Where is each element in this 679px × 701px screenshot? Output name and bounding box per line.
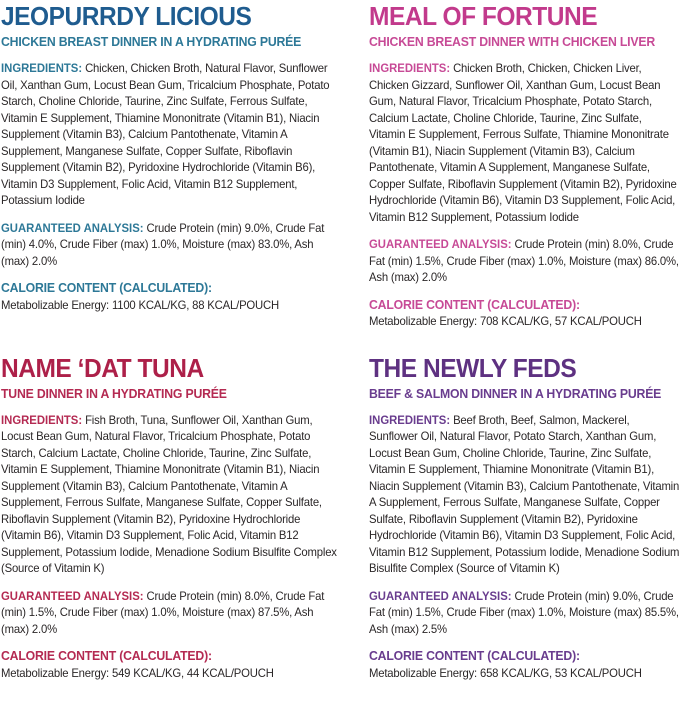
analysis-paragraph <box>1 588 341 638</box>
ingredients-text: Fish Broth, Tuna, Sunflower Oil, Xanthan Gum, Locust Bean Gum, Natural Flavor, Tricalcium Phosphate, Potato Starch, Calcium Lactate, Choline Chloride, Taurine, Zinc Sulfate, Vitamin E Supplement, Thiamine Mononitrate (Vitamin B1), Niacin Supplement (Vitamin B3), Calcium Pantothenate, Vitamin A Supplement, Ferrous Sulfate, Manganese Sulfate, Copper Sulfate, Riboflavin Supplement (Vitamin B2), Pyridoxine Hydrochloride (Vitamin B6), Vitamin D3 Supplement, Folic Acid, Vitamin B12 Supplement, Potassium Iodide, Menadione Sodium Bisulfite Complex (Source of Vitamin K) <box>1 412 337 576</box>
ingredients-label: INGREDIENTS: <box>1 412 83 427</box>
analysis-label: GUARANTEED ANALYSIS: <box>369 237 512 252</box>
analysis-text: Crude Protein (min) 9.0%, Crude Fat (min) 1.5%, Crude Fiber (max) 1.0%, Moisture (max) 85.5%, Ash (max) 2.5% <box>369 588 679 636</box>
calorie-section <box>1 648 341 681</box>
product-title: JEOPURRDY LICIOUS <box>1 1 252 31</box>
calorie-text: Metabolizable Energy: 1100 KCAL/KG, 88 KCAL/POUCH <box>1 297 279 312</box>
calorie-label: CALORIE CONTENT (CALCULATED): <box>369 296 580 312</box>
analysis-paragraph <box>369 236 679 286</box>
calorie-section <box>1 280 341 313</box>
product-card-name-dat-tuna <box>1 354 341 682</box>
calorie-label: CALORIE CONTENT (CALCULATED): <box>369 648 580 664</box>
calorie-text: Metabolizable Energy: 549 KCAL/KG, 44 KCAL/POUCH <box>1 665 274 680</box>
ingredients-paragraph <box>369 60 679 225</box>
analysis-text: Crude Protein (min) 8.0%, Crude Fat (min) 1.5%, Crude Fiber (max) 1.0%, Moisture (max) 86.0%, Ash (max) 2.0% <box>369 237 679 285</box>
analysis-label: GUARANTEED ANALYSIS: <box>1 588 144 603</box>
product-subtitle: BEEF & SALMON DINNER IN A HYDRATING PURÉE <box>369 385 662 401</box>
calorie-text: Metabolizable Energy: 658 KCAL/KG, 53 KCAL/POUCH <box>369 665 642 680</box>
product-title: NAME ‘DAT TUNA <box>1 352 204 383</box>
analysis-label: GUARANTEED ANALYSIS: <box>369 588 512 603</box>
ingredients-paragraph <box>1 60 341 209</box>
product-subtitle: TUNE DINNER IN A HYDRATING PURÉE <box>1 385 227 401</box>
calorie-section <box>369 648 679 681</box>
calorie-label: CALORIE CONTENT (CALCULATED): <box>1 280 212 296</box>
calorie-section <box>369 297 679 330</box>
ingredients-paragraph <box>1 412 341 577</box>
analysis-paragraph <box>369 588 679 638</box>
calorie-label: CALORIE CONTENT (CALCULATED): <box>1 648 212 664</box>
product-title: THE NEWLY FEDS <box>369 352 577 383</box>
product-subtitle: CHICKEN BREAST DINNER IN A HYDRATING PURÉE <box>1 34 302 50</box>
analysis-paragraph <box>1 220 341 270</box>
analysis-text: Crude Protein (min) 9.0%, Crude Fat (min) 4.0%, Crude Fiber (max) 1.0%, Moisture (max) 83.0%, Ash (max) 2.0% <box>1 220 325 268</box>
analysis-text: Crude Protein (min) 8.0%, Crude Fat (min) 1.5%, Crude Fiber (max) 1.0%, Moisture (max) 87.5%, Ash (max) 2.0% <box>1 588 325 636</box>
ingredients-text: Chicken, Chicken Broth, Natural Flavor, Sunflower Oil, Xanthan Gum, Locust Bean Gum, Tricalcium Phosphate, Potato Starch, Choline Chloride, Taurine, Zinc Sulfate, Ferrous Sulfate, Vitamin E Supplement, Thiamine Mononitrate (Vitamin B1), Niacin Supplement (Vitamin B3), Calcium Pantothenate, Vitamin A Supplement, Manganese Sulfate, Copper Sulfate, Riboflavin Supplement (Vitamin B2), Pyridoxine Hydrochloride (Vitamin B6), Vitamin D3 Supplement, Folic Acid, Vitamin B12 Supplement, Potassium Iodide <box>1 61 330 208</box>
calorie-text: Metabolizable Energy: 708 KCAL/KG, 57 KCAL/POUCH <box>369 314 642 329</box>
ingredients-text: Chicken Broth, Chicken, Chicken Liver, Chicken Gizzard, Sunflower Oil, Xanthan Gum, Locust Bean Gum, Natural Flavor, Tricalcium Phosphate, Potato Starch, Calcium Lactate, Choline Chloride, Taurine, Zinc Sulfate, Vitamin E Supplement, Ferrous Sulfate, Thiamine Mononitrate (Vitamin B1), Niacin Supplement (Vitamin B3), Calcium Pantothenate, Vitamin A Supplement, Manganese Sulfate, Copper Sulfate, Riboflavin Supplement (Vitamin B2), Pyridoxine Hydrochloride (Vitamin B6), Vitamin D3 Supplement, Folic Acid, Vitamin B12 Supplement, Potassium Iodide <box>369 61 677 224</box>
ingredients-label: INGREDIENTS: <box>369 61 451 76</box>
product-card-jeopurrdy-licious <box>1 2 341 330</box>
ingredients-text: Beef Broth, Beef, Salmon, Mackerel, Sunflower Oil, Natural Flavor, Potato Starch, Xanthan Gum, Locust Bean Gum, Choline Chloride, Taurine, Zinc Sulfate, Vitamin E Supplement, Thiamine Mononitrate (Vitamin B1), Niacin Supplement (Vitamin B3), Calcium Pantothenate, Vitamin A Supplement, Ferrous Sulfate, Manganese Sulfate, Copper Sulfate, Riboflavin Supplement (Vitamin B2), Pyridoxine Hydrochloride (Vitamin B6), Vitamin D3 Supplement, Folic Acid, Vitamin B12 Supplement, Potassium Iodide, Menadione Sodium Bisulfite Complex (Source of Vitamin K) <box>369 412 679 576</box>
product-subtitle: CHICKEN BREAST DINNER WITH CHICKEN LIVER <box>369 34 656 50</box>
ingredients-paragraph <box>369 412 679 577</box>
product-card-meal-of-fortune <box>369 2 679 330</box>
product-card-the-newly-feds <box>369 354 679 682</box>
ingredients-label: INGREDIENTS: <box>369 412 451 427</box>
product-title: MEAL OF FORTUNE <box>369 1 598 31</box>
ingredients-label: INGREDIENTS: <box>1 61 83 76</box>
analysis-label: GUARANTEED ANALYSIS: <box>1 220 144 235</box>
